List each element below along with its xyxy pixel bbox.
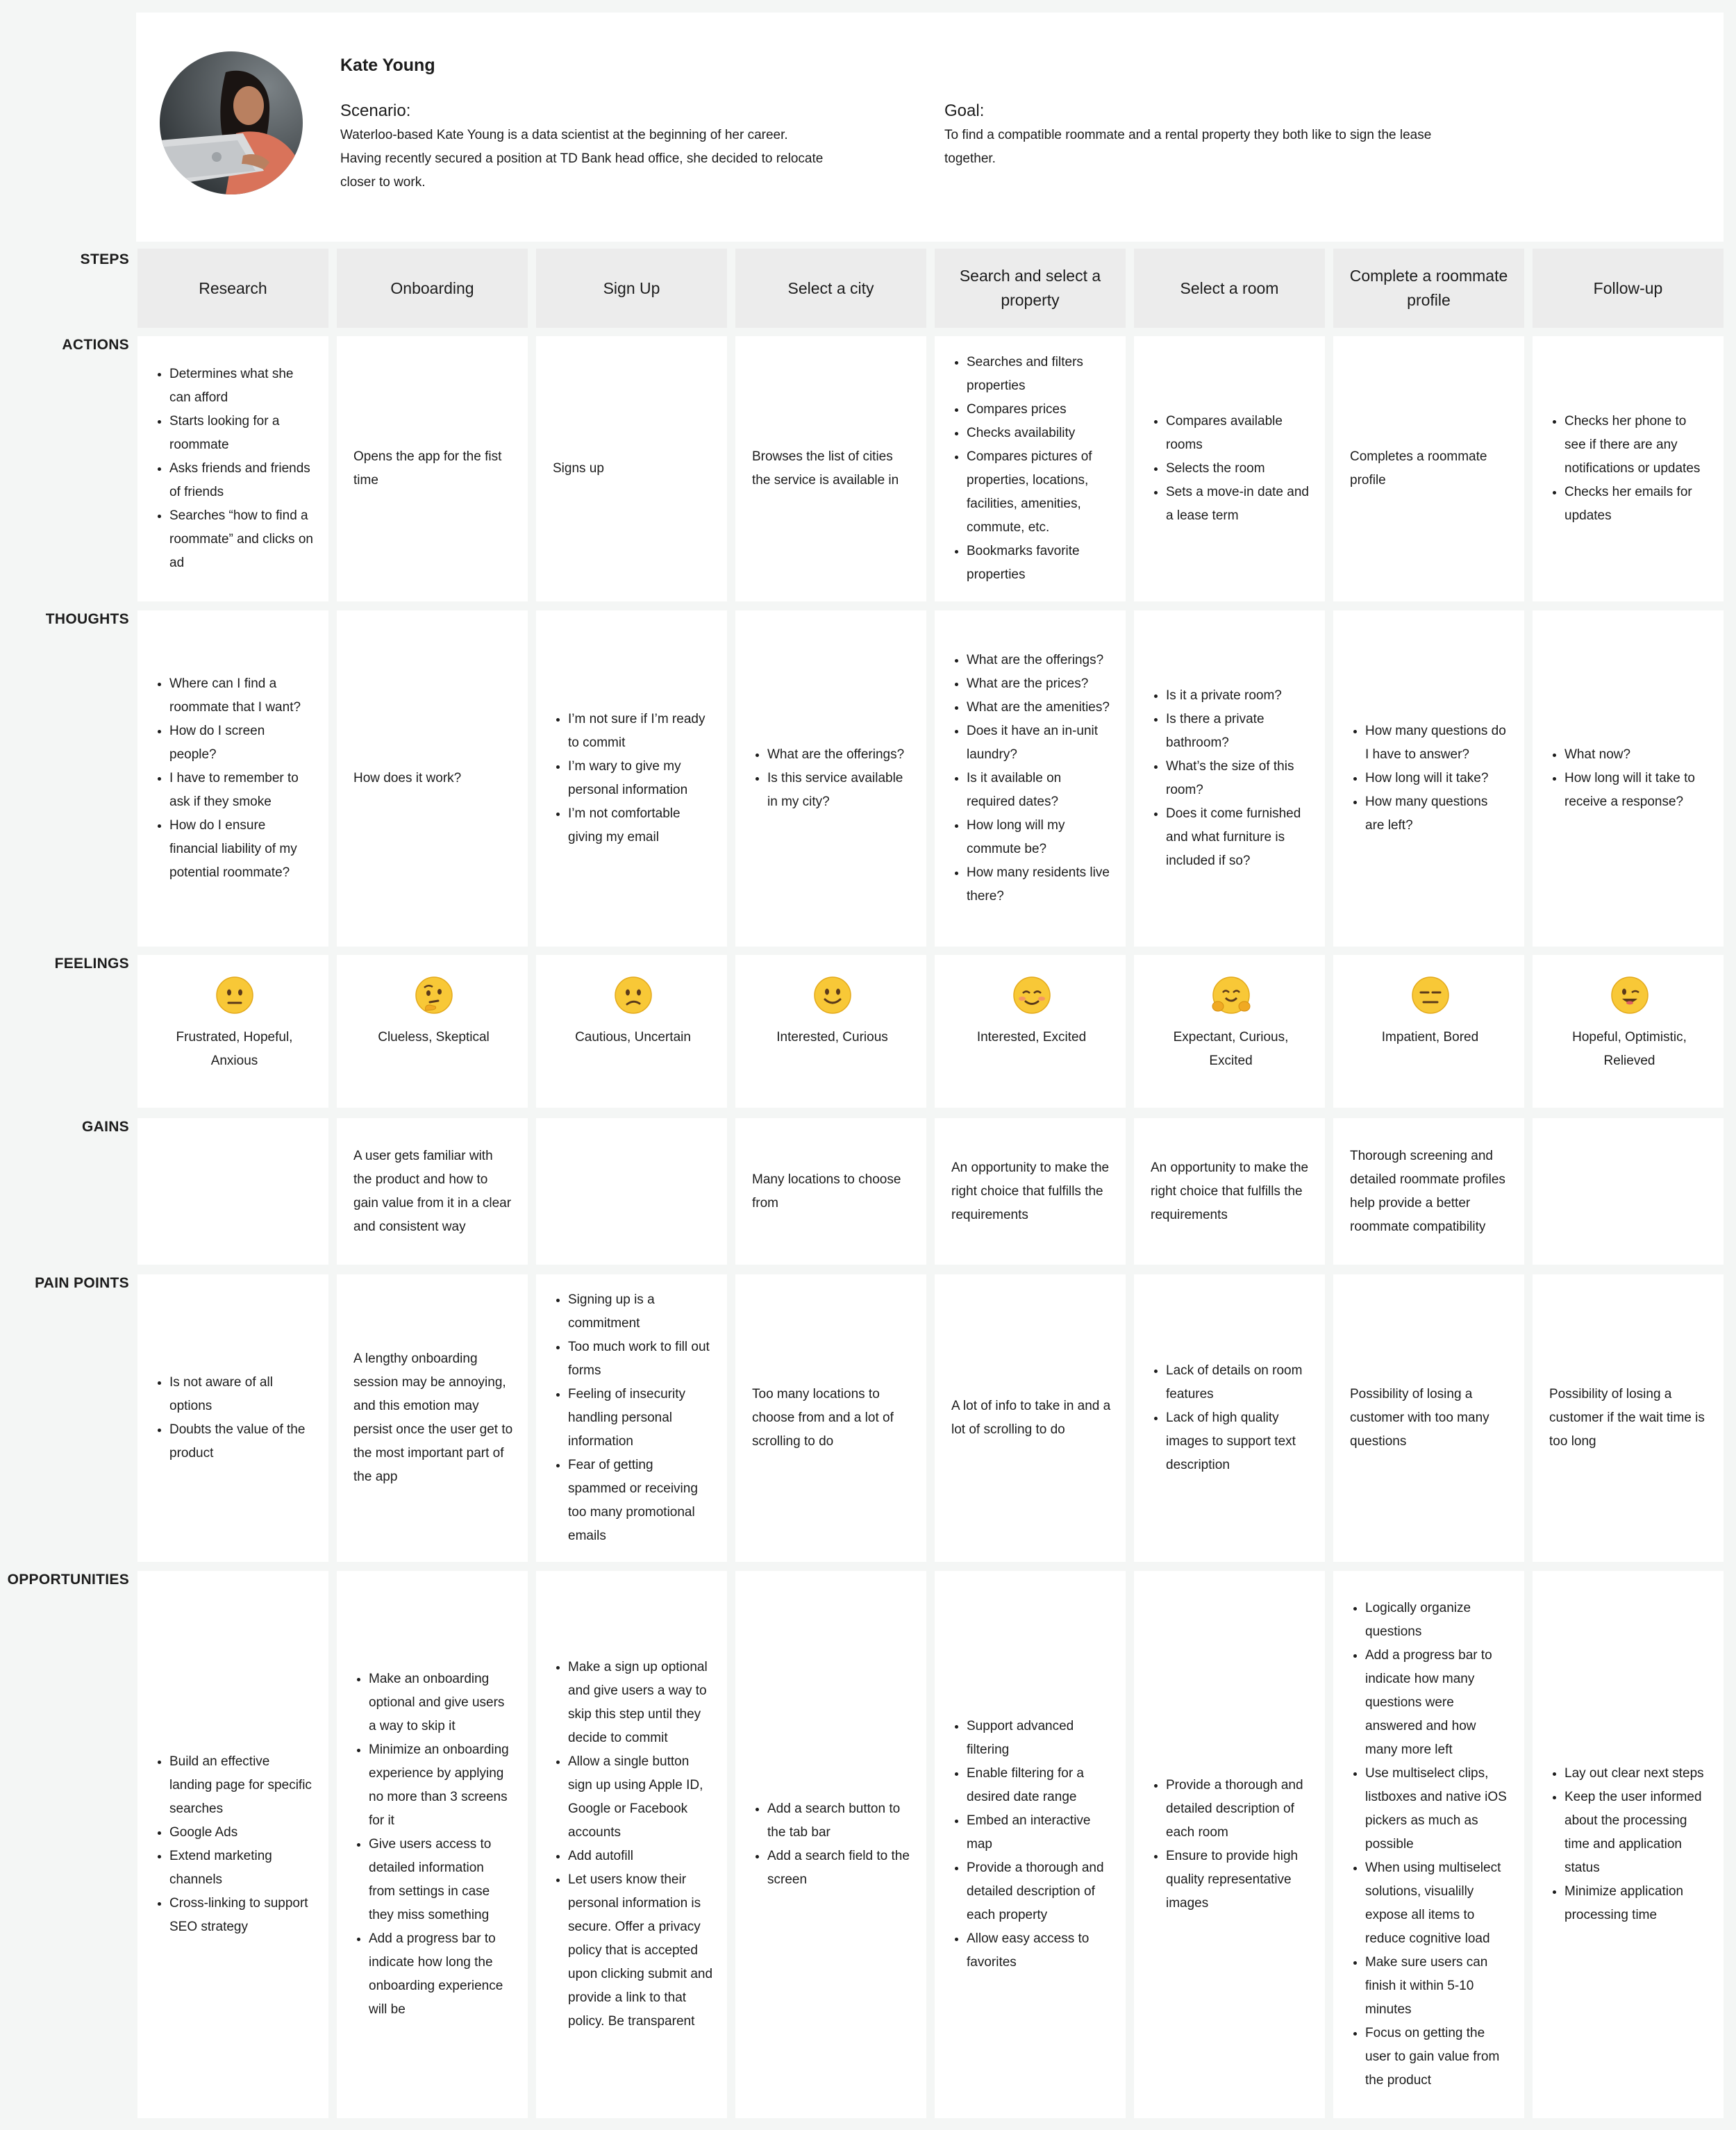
actions-cell (137, 336, 328, 601)
bullet-list (154, 1371, 315, 1465)
bullet-list (1151, 410, 1311, 528)
bullet-list (553, 1656, 713, 2033)
list-item: • Use multiselect clips, listboxes and native iOS pickers as much as possible (1365, 1762, 1510, 1856)
list-item: • What are the offerings? (767, 743, 912, 767)
row-label-gains: GAINS (81, 1119, 129, 1135)
list-item: • How long will it take? (1365, 767, 1510, 790)
list-item: • Embed an interactive map (967, 1809, 1112, 1856)
list-item: • Add a progress bar to indicate how many questions were answered and how many more left (1365, 1644, 1510, 1762)
feeling-text: Expectant, Curious, Excited (1173, 1030, 1289, 1068)
step-header (1533, 249, 1724, 328)
winking-face-icon (1610, 976, 1649, 1015)
pain-points-cell (536, 1274, 727, 1562)
row-label-feelings: FEELINGS (54, 956, 129, 972)
list-item: • Provide a thorough and detailed description of each room (1166, 1774, 1311, 1845)
list-item: • Feeling of insecurity handling personal information (568, 1383, 713, 1454)
gains-cell (337, 1118, 528, 1265)
step-header (935, 249, 1126, 328)
goal-title: Goal: (944, 101, 985, 120)
list-item: • Lay out clear next steps (1564, 1762, 1710, 1786)
list-item: • I’m wary to give my personal information (568, 755, 713, 802)
bullet-list (1350, 1597, 1510, 2092)
goal-text: To find a compatible roommate and a rental property they both like to sign the lease together. (944, 128, 1432, 166)
actions-cell (337, 336, 528, 601)
scenario-title: Scenario: (340, 101, 411, 120)
pain-points-cell (1134, 1274, 1325, 1562)
thoughts-cell (735, 610, 926, 947)
neutral-face-icon (215, 976, 254, 1015)
list-item: • Checks her phone to see if there are any notifications or updates (1564, 410, 1710, 481)
step-header (735, 249, 926, 328)
list-item: • Checks her emails for updates (1564, 481, 1710, 528)
feeling-text: Impatient, Bored (1381, 1030, 1479, 1045)
step-header (337, 249, 528, 328)
pain-points-cell (1533, 1274, 1724, 1562)
row-label-opportunities: OPPORTUNITIES (7, 1572, 129, 1588)
opportunities-cell (536, 1571, 727, 2118)
persona-name: Kate Young (340, 56, 435, 75)
list-item: • Add autofill (568, 1845, 713, 1868)
list-item: • Minimize application processing time (1564, 1880, 1710, 1927)
actions-cell (935, 336, 1126, 601)
opportunities-cell (1533, 1571, 1724, 2118)
thoughts-cell (536, 610, 727, 947)
cell-text: An opportunity to make the right choice that fulfills the requirements (951, 1160, 1110, 1222)
list-item: • Add a search button to the tab bar (767, 1797, 912, 1845)
persona-card (136, 13, 1724, 242)
persona-avatar (160, 51, 303, 194)
bullet-list (1549, 743, 1710, 814)
list-item: • Keep the user informed about the processing time and application status (1564, 1786, 1710, 1880)
expressionless-face-icon (1411, 976, 1450, 1015)
goal-block (944, 99, 1444, 171)
feelings-cell (1533, 955, 1724, 1108)
list-item: • Focus on getting the user to gain value from the product (1365, 2022, 1510, 2092)
scenario-text: Waterloo-based Kate Young is a data scientist at the beginning of her career. Having recently secured a position at TD Bank head office, she decided to relocate closer to work. (340, 128, 824, 190)
list-item: • Allow a single button sign up using Apple ID, Google or Facebook accounts (568, 1750, 713, 1845)
thoughts-cell (935, 610, 1126, 947)
pain-points-cell (137, 1274, 328, 1562)
list-item: • Logically organize questions (1365, 1597, 1510, 1644)
list-item: • Add a progress bar to indicate how long the onboarding experience will be (369, 1927, 514, 2022)
cell-text: A user gets familiar with the product and how to gain value from it in a clear and consistent way (353, 1148, 512, 1234)
feelings-cell (1134, 955, 1325, 1108)
feeling-text: Clueless, Skeptical (378, 1030, 490, 1045)
feeling-text: Cautious, Uncertain (575, 1030, 691, 1045)
step-label: Complete a roommate profile (1349, 267, 1508, 309)
pain-points-cell (1333, 1274, 1524, 1562)
list-item: • Doubts the value of the product (169, 1418, 315, 1465)
thoughts-cell (1333, 610, 1524, 947)
feeling-text: Frustrated, Hopeful, Anxious (176, 1030, 293, 1068)
bullet-list (553, 1288, 713, 1548)
list-item: • How many questions do I have to answer? (1365, 719, 1510, 767)
gains-cell (1134, 1118, 1325, 1265)
list-item: • What now? (1564, 743, 1710, 767)
thoughts-cell (1134, 610, 1325, 947)
actions-cell (536, 336, 727, 601)
list-item: • Google Ads (169, 1821, 315, 1845)
feelings-cell (536, 955, 727, 1108)
bullet-list (752, 743, 912, 814)
list-item: • Sets a move-in date and a lease term (1166, 481, 1311, 528)
cell-text: Browses the list of cities the service is available in (752, 449, 899, 488)
list-item: • Cross-linking to support SEO strategy (169, 1892, 315, 1939)
list-item: • Build an effective landing page for specific searches (169, 1750, 315, 1821)
step-label: Research (199, 278, 267, 297)
list-item: • Make a sign up optional and give users a way to skip this step until they decide to commit (568, 1656, 713, 1750)
list-item: • Starts looking for a roommate (169, 410, 315, 457)
bullet-list (1151, 684, 1311, 873)
row-label-thoughts: THOUGHTS (45, 611, 129, 627)
list-item: • How many questions are left? (1365, 790, 1510, 838)
pain-points-cell (337, 1274, 528, 1562)
feelings-cell (935, 955, 1126, 1108)
gains-cell (935, 1118, 1126, 1265)
actions-cell (1134, 336, 1325, 601)
list-item: • How do I ensure financial liability of my potential roommate? (169, 814, 315, 885)
list-item: • Compares available rooms (1166, 410, 1311, 457)
list-item: • Minimize an onboarding experience by applying no more than 3 screens for it (369, 1738, 514, 1833)
list-item: • What’s the size of this room? (1166, 755, 1311, 802)
list-item: • Make an onboarding optional and give users a way to skip it (369, 1667, 514, 1738)
list-item: • Does it come furnished and what furniture is included if so? (1166, 802, 1311, 873)
bullet-list (1549, 1762, 1710, 1927)
feeling-text: Hopeful, Optimistic, Relieved (1572, 1030, 1687, 1068)
opportunities-cell (735, 1571, 926, 2118)
cell-text: An opportunity to make the right choice that fulfills the requirements (1151, 1160, 1309, 1222)
list-item: • What are the offerings? (967, 649, 1112, 672)
list-item: • Extend marketing channels (169, 1845, 315, 1892)
gains-cell (735, 1118, 926, 1265)
cell-text: A lengthy onboarding session may be annoying, and this emotion may persist once the user get to the most important part of the app (353, 1351, 513, 1484)
step-header (1333, 249, 1524, 328)
list-item: • I have to remember to ask if they smoke (169, 767, 315, 814)
step-label: Onboarding (390, 278, 474, 297)
feelings-cell (735, 955, 926, 1108)
cell-text: Many locations to choose from (752, 1172, 901, 1210)
smiling-face-icon (813, 976, 852, 1015)
list-item: • Is there a private bathroom? (1166, 708, 1311, 755)
list-item: • When using multiselect solutions, visualilly expose all items to reduce cognitive load (1365, 1856, 1510, 1951)
list-item: • Searches and filters properties (967, 351, 1112, 398)
list-item: • Let users know their personal information is secure. Offer a privacy policy that is accepted upon clicking submit and provide a link to that policy. Be transparent (568, 1868, 713, 2033)
list-item: • I’m not comfortable giving my email (568, 802, 713, 849)
list-item: • Support advanced filtering (967, 1715, 1112, 1762)
list-item: • How many residents live there? (967, 861, 1112, 908)
cell-text: Possibility of losing a customer with too many questions (1350, 1387, 1489, 1449)
list-item: • Is this service available in my city? (767, 767, 912, 814)
bullet-list (353, 1667, 514, 2022)
bullet-list (752, 1797, 912, 1892)
list-item: • Signing up is a commitment (568, 1288, 713, 1336)
bullet-list (1549, 410, 1710, 528)
bullet-list (951, 351, 1112, 587)
bullet-list (1151, 1774, 1311, 1915)
list-item: • How long will my commute be? (967, 814, 1112, 861)
list-item: • What are the amenities? (967, 696, 1112, 719)
bullet-list (951, 649, 1112, 908)
list-item: • Lack of high quality images to support text description (1166, 1406, 1311, 1477)
opportunities-cell (935, 1571, 1126, 2118)
cell-text: Completes a roommate profile (1350, 449, 1487, 488)
blushing-face-icon (1012, 976, 1051, 1015)
list-item: • Is it available on required dates? (967, 767, 1112, 814)
step-label: Select a city (787, 278, 874, 297)
list-item: • Is it a private room? (1166, 684, 1311, 708)
list-item: • Fear of getting spammed or receiving too many promotional emails (568, 1454, 713, 1548)
list-item: • Determines what she can afford (169, 363, 315, 410)
feelings-cell (337, 955, 528, 1108)
opportunities-cell (1134, 1571, 1325, 2118)
step-header (137, 249, 328, 328)
list-item: • Checks availability (967, 422, 1112, 445)
cell-text: Too many locations to choose from and a lot of scrolling to do (752, 1387, 894, 1449)
bullet-list (1151, 1359, 1311, 1477)
feelings-cell (137, 955, 328, 1108)
thoughts-cell (337, 610, 528, 947)
scenario-block (340, 99, 826, 194)
step-header (1134, 249, 1325, 328)
gains-cell (1533, 1118, 1724, 1265)
cell-text: Possibility of losing a customer if the wait time is too long (1549, 1387, 1705, 1449)
list-item: • Ensure to provide high quality representative images (1166, 1845, 1311, 1915)
list-item: • How long will it take to receive a response? (1564, 767, 1710, 814)
step-label: Follow-up (1593, 278, 1663, 297)
list-item: • Asks friends and friends of friends (169, 457, 315, 504)
step-label: Sign Up (603, 278, 660, 297)
thinking-face-icon (415, 976, 453, 1015)
list-item: • Enable filtering for a desired date range (967, 1762, 1112, 1809)
list-item: • Compares prices (967, 398, 1112, 422)
cell-text: Thorough screening and detailed roommate profiles help provide a better roommate compatibility (1350, 1148, 1505, 1234)
opportunities-cell (337, 1571, 528, 2118)
cell-text: Opens the app for the fist time (353, 449, 502, 488)
list-item: • Give users access to detailed information from settings in case they miss something (369, 1833, 514, 1927)
opportunities-cell (137, 1571, 328, 2118)
hugging-face-icon (1212, 976, 1251, 1015)
cell-text: A lot of info to take in and a lot of scrolling to do (951, 1399, 1111, 1437)
confused-face-icon (614, 976, 653, 1015)
list-item: • Make sure users can finish it within 5-10 minutes (1365, 1951, 1510, 2022)
step-label: Select a room (1180, 278, 1279, 297)
pain-points-cell (735, 1274, 926, 1562)
row-label-steps: STEPS (80, 251, 129, 267)
cell-text: Signs up (553, 461, 604, 476)
gains-cell (137, 1118, 328, 1265)
list-item: • Selects the room (1166, 457, 1311, 481)
feeling-text: Interested, Excited (976, 1030, 1087, 1045)
list-item: • Does it have an in-unit laundry? (967, 719, 1112, 767)
bullet-list (553, 708, 713, 849)
list-item: • Lack of details on room features (1166, 1359, 1311, 1406)
list-item: • How do I screen people? (169, 719, 315, 767)
list-item: • Provide a thorough and detailed description of each property (967, 1856, 1112, 1927)
pain-points-cell (935, 1274, 1126, 1562)
list-item: • What are the prices? (967, 672, 1112, 696)
row-label-actions: ACTIONS (62, 337, 129, 353)
bullet-list (154, 672, 315, 885)
feeling-text: Interested, Curious (776, 1030, 888, 1045)
list-item: • Searches “how to find a roommate” and clicks on ad (169, 504, 315, 575)
thoughts-cell (137, 610, 328, 947)
opportunities-cell (1333, 1571, 1524, 2118)
list-item: • Too much work to fill out forms (568, 1336, 713, 1383)
gains-cell (536, 1118, 727, 1265)
list-item: • I’m not sure if I’m ready to commit (568, 708, 713, 755)
row-label-pain-points: PAIN POINTS (35, 1275, 129, 1291)
list-item: • Is not aware of all options (169, 1371, 315, 1418)
list-item: • Add a search field to the screen (767, 1845, 912, 1892)
feelings-cell (1333, 955, 1524, 1108)
bullet-list (154, 1750, 315, 1939)
gains-cell (1333, 1118, 1524, 1265)
bullet-list (154, 363, 315, 575)
list-item: • Compares pictures of properties, locations, facilities, amenities, commute, etc. (967, 445, 1112, 540)
step-label: Search and select a property (959, 267, 1101, 309)
bullet-list (951, 1715, 1112, 1974)
actions-cell (735, 336, 926, 601)
step-header (536, 249, 727, 328)
list-item: • Bookmarks favorite properties (967, 540, 1112, 587)
actions-cell (1333, 336, 1524, 601)
thoughts-cell (1533, 610, 1724, 947)
list-item: • Allow easy access to favorites (967, 1927, 1112, 1974)
bullet-list (1350, 719, 1510, 838)
cell-text: How does it work? (353, 771, 462, 785)
actions-cell (1533, 336, 1724, 601)
list-item: • Where can I find a roommate that I want? (169, 672, 315, 719)
